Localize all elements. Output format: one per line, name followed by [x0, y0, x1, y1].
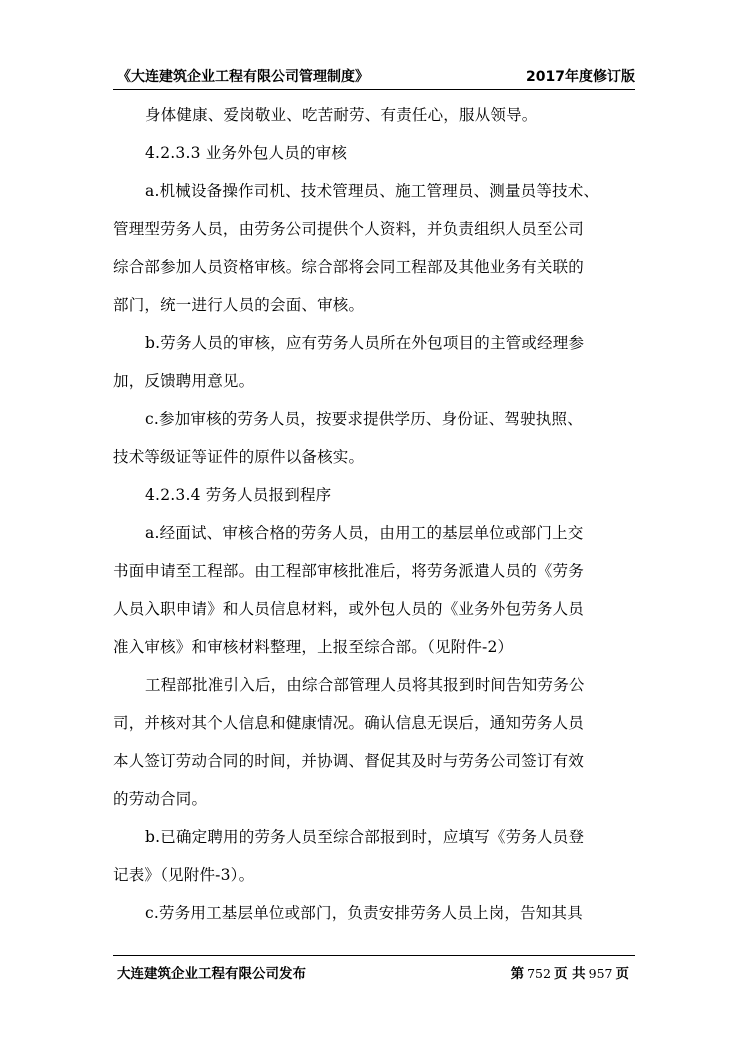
publisher-label: 大连建筑企业工程有限公司发布	[117, 966, 306, 982]
text-line: a.经面试、审核合格的劳务人员，由用工的基层单位或部门上交	[145, 524, 584, 542]
page-current: 752	[527, 966, 551, 981]
text-line: b.已确定聘用的劳务人员至综合部报到时，应填写《劳务人员登	[145, 828, 585, 846]
text-line: 工程部批准引入后，由综合部管理人员将其报到时间告知劳务公	[145, 676, 585, 694]
text-line: 准入审核》和审核材料整理，上报至综合部。（见附件-2）	[113, 638, 514, 656]
page-footer	[113, 960, 635, 984]
text-line: 的劳动合同。	[113, 790, 208, 808]
text-line: 加，反馈聘用意见。	[113, 372, 255, 390]
text-line: c.劳务用工基层单位或部门，负责安排劳务人员上岗，告知其具	[145, 904, 583, 922]
document-title: 《大连建筑企业工程有限公司管理制度》	[117, 69, 369, 85]
text-line: 书面申请至工程部。由工程部审核批准后，将劳务派遣人员的《劳务	[113, 562, 585, 580]
text-line: b.劳务人员的审核，应有劳务人员所在外包项目的主管或经理参	[145, 334, 585, 352]
body-text	[113, 96, 635, 932]
footer-divider	[113, 955, 635, 956]
section-heading-4-2-3-4: 4.2.3.4 劳务人员报到程序	[145, 486, 332, 504]
text-line: c.参加审核的劳务人员，按要求提供学历、身份证、驾驶执照、	[145, 410, 583, 428]
text-line: 记表》（见附件-3）。	[113, 866, 255, 884]
page-mid: 页 共	[553, 966, 586, 982]
text-line: 司，并核对其个人信息和健康情况。确认信息无误后，通知劳务人员	[113, 714, 585, 732]
document-version: 2017年度修订版	[526, 69, 635, 85]
text-line: 技术等级证等证件的原件以备核实。	[113, 448, 365, 466]
text-line: a.机械设备操作司机、技术管理员、施工管理员、测量员等技术、	[145, 182, 600, 200]
page-prefix: 第	[510, 966, 525, 982]
page-total: 957	[588, 966, 613, 981]
page-suffix: 页	[615, 966, 629, 982]
text-line: 人员入职申请》和人员信息材料，或外包人员的《业务外包劳务人员	[113, 600, 585, 618]
text-line: 本人签订劳动合同的时间，并协调、督促其及时与劳务公司签订有效	[113, 752, 585, 770]
text-line: 管理型劳务人员，由劳务公司提供个人资料，并负责组织人员至公司	[113, 220, 585, 238]
section-heading-4-2-3-3: 4.2.3.3 业务外包人员的审核	[145, 144, 348, 162]
page-number	[511, 962, 629, 982]
page-header	[113, 64, 635, 88]
text-line: 身体健康、爱岗敬业、吃苦耐劳、有责任心，服从领导。	[145, 106, 538, 124]
text-line: 综合部参加人员资格审核。综合部将会同工程部及其他业务有关联的	[113, 258, 585, 276]
text-line: 部门，统一进行人员的会面、审核。	[113, 296, 365, 314]
header-divider	[113, 89, 635, 90]
